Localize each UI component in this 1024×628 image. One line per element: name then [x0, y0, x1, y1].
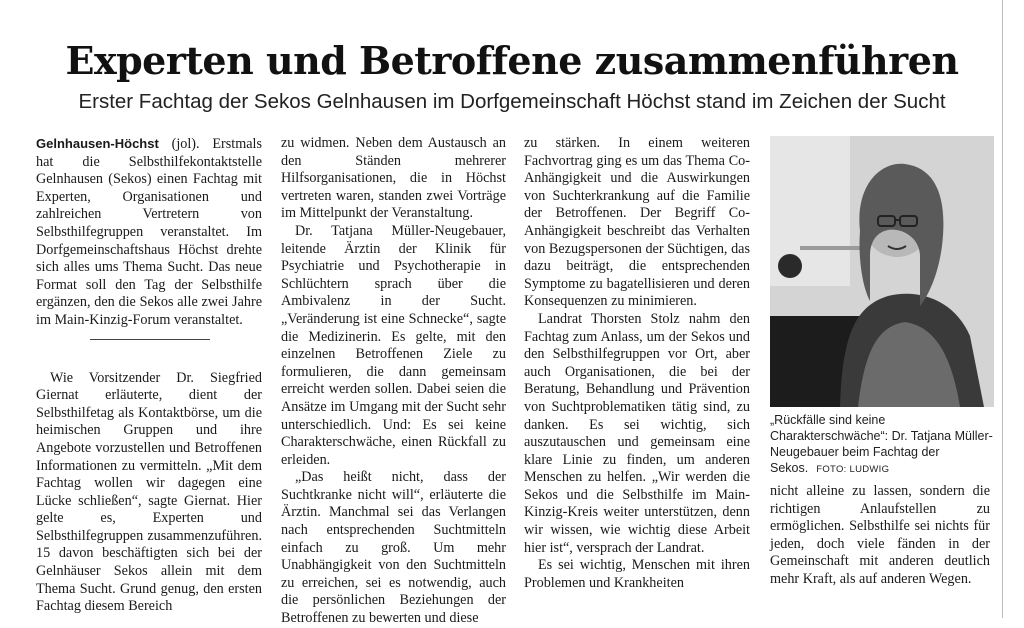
- paragraph-col2-2: Dr. Tatjana Müller-Neugebauer, leitende Ärztin der Klinik für Psychiatrie und Psychotherapie in Schlüchtern sprach über die Ambivalenz in der Sucht. „Veränderung ist eine Schnecke“, sagte die Medizinerin. Es gelte, mit den einzelnen Betroffenen Ziele zu formulieren, die dann gemeinsam erreicht werden sollen. Dabei seien die Ansätze im Umgang mit der Sucht sehr unterschiedlich. Und: Es sei keine Charakterschwäche, einen Rückfall zu erleiden.: [281, 222, 506, 468]
- article-column-3: [524, 135, 750, 592]
- article-subheadline: Erster Fachtag der Sekos Gelnhausen im Dorfgemeinschaft Höchst stand im Zeichen der Sucht: [78, 90, 946, 113]
- speaker-photo-illustration: [770, 136, 994, 407]
- article-photo: [770, 136, 994, 407]
- dateline: Gelnhausen-Höchst: [36, 136, 159, 151]
- photo-credit: FOTO: LUDWIG: [816, 464, 890, 475]
- article-column-1: [36, 135, 262, 616]
- paragraph-intro-text: (jol). Erstmals hat die Selbsthilfekontaktstelle Gelnhausen (Sekos) einen Fachtag mit Experten, Organisationen und zahlreichen Vertretern von Selbsthilfegruppen veranstaltet. Im Dorfgemeinschaftshaus Höchst drehte sich alles ums Thema Sucht. Das neue Format soll den Tag der Selbsthilfe ergänzen, den die Sekos alle zwei Jahre im Main-Kinzig-Forum veranstaltet.: [36, 136, 263, 328]
- paragraph-col3-2: Landrat Thorsten Stolz nahm den Fachtag zum Anlass, um der Sekos und den Selbsthilfegruppen vor Ort, aber auch Organisationen, die bei der Beratung, Behandlung und Prävention von Suchtproblematiken tätig sind, zu danken. Es sei wichtig, sich auszutauschen und gemeinsam eine klare Linie zu finden, um anderen Menschen zu helfen. „Wir werden die Sekos und die Selbsthilfe im Main-Kinzig-Kreis weiter unterstützen, denn wir wissen, wie wichtig diese Arbeit hier ist“, versprach der Landrat.: [524, 310, 750, 556]
- paragraph-col3-1: zu stärken. In einem weiteren Fachvortrag ging es um das Thema Co-Anhängigkeit und die Auswirkungen von Suchterkrankung auf die Familie der Betroffenen. Der Begriff Co-Anhängigkeit beschreibt das Verhalten von Bezugspersonen der Süchtigen, das dazu beiträgt, die entsprechenden Symptome zu bagatellisieren und deren Konsequenzen zu minimieren.: [524, 135, 750, 310]
- paragraph-intro: [36, 135, 262, 330]
- article-column-2: [281, 135, 506, 628]
- paragraph-giernat: Wie Vorsitzender Dr. Siegfried Giernat erläuterte, dient der Selbsthilfetag als Kontaktbörse, um die heimischen Gruppen und ihre Angebote vorzustellen und Betroffenen Informationen zu vermitteln. „Mit dem Fachtag wollen wir dagegen eine Lücke schließen“, sagte Giernat. Hier gelte es, Experten und Selbsthilfegruppen zusammenzuführen. 15 davon beschäftigten sich bei der Gelnhäuser Sekos allein mit dem Thema Sucht. Grund genug, den ersten Fachtag diesem Bereich: [36, 369, 262, 615]
- article-column-4: [770, 483, 990, 589]
- article-headline: Experten und Betroffene zusammenführen: [65, 38, 959, 83]
- column-divider-rule: [90, 339, 210, 340]
- paragraph-col2-1: zu widmen. Neben dem Austausch an den Ständen mehrerer Hilfsorganisationen, die in Höchst vertreten waren, standen zwei Vorträge im Mittelpunkt der Veranstaltung.: [281, 135, 506, 222]
- paragraph-col2-3: „Das heißt nicht, dass der Suchtkranke nicht will“, erläuterte die Ärztin. Manchmal sei das Verlangen nach entsprechenden Suchtmitteln einfach zu groß. Um mehr Unabhängigkeit von den Suchtmitteln zu erreichen, sei es notwendig, auch die persönlichen Beziehungen der Betroffenen zu bewerten und diese: [281, 469, 506, 627]
- paragraph-col3-3: Es sei wichtig, Menschen mit ihren Problemen und Krankheiten: [524, 557, 750, 591]
- photo-caption: [770, 412, 994, 478]
- paragraph-col4-1: nicht alleine zu lassen, sondern die richtigen Anlaufstellen zu ermöglichen. Selbsthilfe sei nichts für jeden, doch viele fänden in der Gemeinschaft mit anderen deutlich mehr Kraft, als auf anderen Wegen.: [770, 483, 990, 587]
- photo-caption-text: „Rückfälle sind keine Charakterschwäche“: Dr. Tatjana Müller-Neugebauer beim Fachtag der Sekos.: [770, 413, 993, 475]
